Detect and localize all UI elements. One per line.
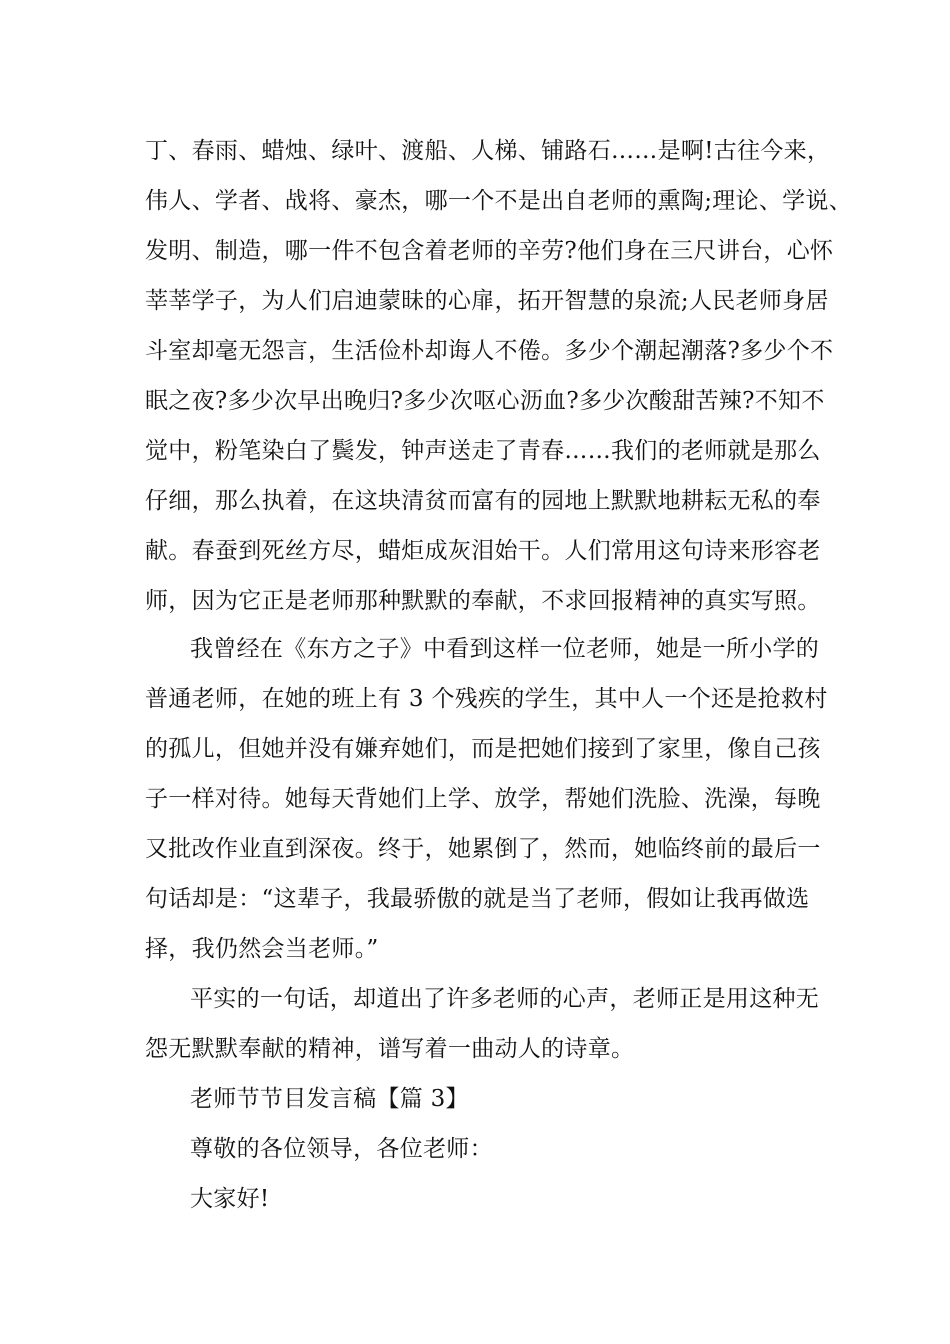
paragraph-2-line-5: 又批改作业直到深夜。终于，她累倒了，然而，她临终前的最后一: [145, 836, 821, 862]
greeting: 大家好!: [190, 1186, 270, 1212]
paragraph-1-line-7: 觉中，粉笔染白了鬓发，钟声送走了青春……我们的老师就是那么: [145, 438, 821, 464]
paragraph-2-line-2: 普通老师，在她的班上有 3 个残疾的学生，其中人一个还是抢救村: [145, 686, 828, 712]
paragraph-1-line-3: 发明、制造，哪一件不包含着老师的辛劳?他们身在三尺讲台，心怀: [145, 238, 834, 264]
paragraph-2-line-3: 的孤儿，但她并没有嫌弃她们，而是把她们接到了家里，像自己孩: [145, 736, 821, 762]
paragraph-2-line-4: 子一样对待。她每天背她们上学、放学，帮她们洗脸、洗澡，每晚: [145, 786, 821, 812]
paragraph-1-line-2: 伟人、学者、战将、豪杰，哪一个不是出自老师的熏陶;理论、学说、: [145, 188, 853, 214]
paragraph-1-line-8: 仔细，那么执着，在这块清贫而富有的园地上默默地耕耘无私的奉: [145, 488, 821, 514]
paragraph-1-line-1: 丁、春雨、蜡烛、绿叶、渡船、人梯、铺路石……是啊!古往今来，: [145, 138, 831, 164]
paragraph-2-line-6: 句话却是：“这辈子，我最骄傲的就是当了老师，假如让我再做选: [145, 886, 810, 912]
paragraph-1-line-10: 师，因为它正是老师那种默默的奉献，不求回报精神的真实写照。: [145, 588, 821, 614]
paragraph-3-line-2: 怨无默默奉献的精神，谱写着一曲动人的诗章。: [145, 1036, 635, 1062]
paragraph-1-line-9: 献。春蚕到死丝方尽，蜡炬成灰泪始干。人们常用这句诗来形容老: [145, 538, 821, 564]
paragraph-2-line-7: 择，我仍然会当老师。”: [145, 936, 379, 962]
paragraph-1-line-6: 眠之夜?多少次早出晚归?多少次呕心沥血?多少次酸甜苦辣?不知不: [145, 388, 825, 414]
paragraph-3-line-1: 平实的一句话，却道出了许多老师的心声，老师正是用这种无: [190, 986, 820, 1012]
salutation: 尊敬的各位领导，各位老师：: [190, 1136, 493, 1162]
paragraph-2-line-1: 我曾经在《东方之子》中看到这样一位老师，她是一所小学的: [190, 636, 820, 662]
paragraph-1-line-4: 莘莘学子，为人们启迪蒙昧的心扉，拓开智慧的泉流;人民老师身居: [145, 288, 829, 314]
section-heading: 老师节节目发言稿【篇 3】: [190, 1086, 469, 1112]
paragraph-1-line-5: 斗室却毫无怨言，生活俭朴却诲人不倦。多少个潮起潮落?多少个不: [145, 338, 834, 364]
